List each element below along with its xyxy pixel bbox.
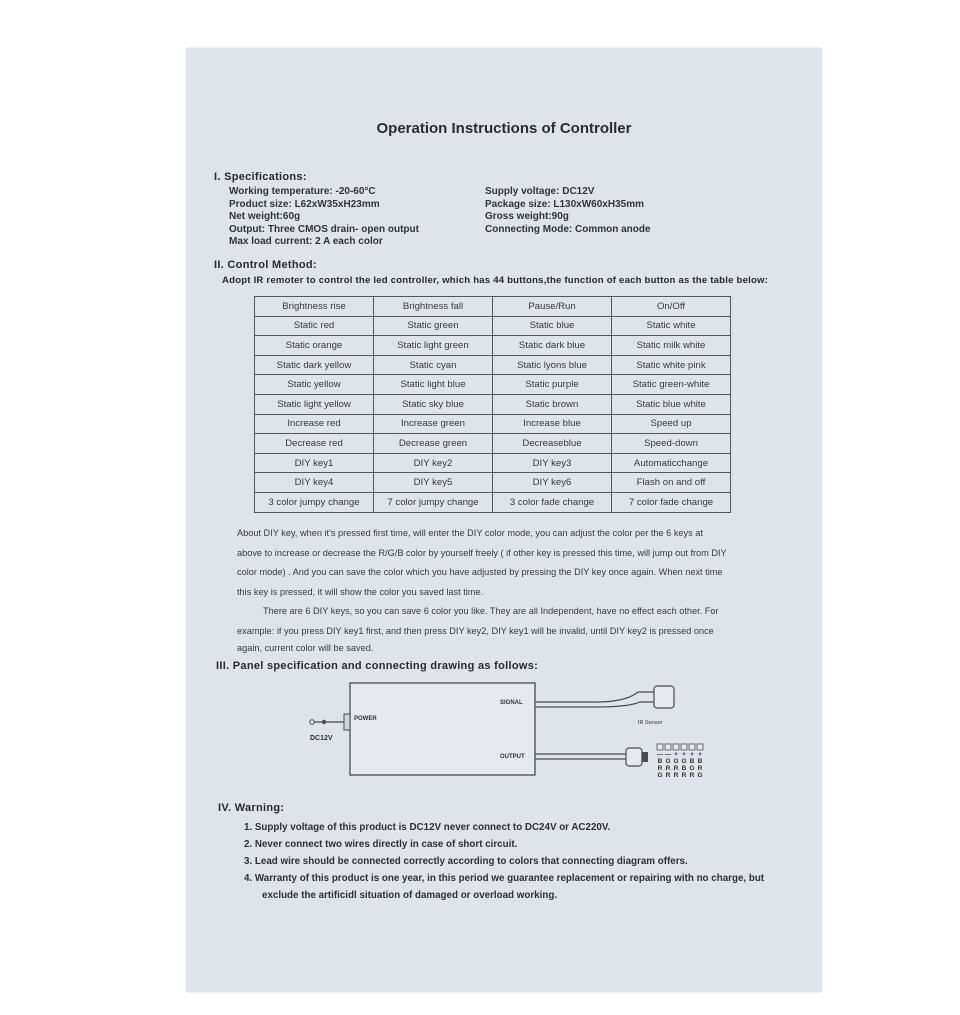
- table-cell: Static light blue: [374, 375, 493, 395]
- output-label: OUTPUT: [500, 754, 525, 760]
- pin-label: B: [657, 758, 663, 765]
- ir-sensor-label: IR Sensor: [638, 720, 663, 726]
- pin-label: R: [665, 772, 671, 779]
- pin-label: G: [689, 765, 695, 772]
- pin-label: B: [689, 758, 695, 765]
- page-title: Operation Instructions of Controller: [376, 120, 632, 137]
- spec-line: Net weight:60g: [229, 211, 301, 222]
- table-cell: Brightness fall: [374, 297, 493, 317]
- warning-item: 1. Supply voltage of this product is DC12V never connect to DC24V or AC220V.: [244, 822, 611, 833]
- specifications-heading: I. Specifications:: [214, 171, 307, 183]
- instruction-sheet: [186, 48, 822, 992]
- table-row: [255, 414, 731, 434]
- control-method-heading: II. Control Method:: [214, 259, 317, 271]
- pin-box-icon: [689, 744, 695, 750]
- table-row: [255, 336, 731, 356]
- table-cell: Static milk white: [612, 336, 731, 356]
- table-cell: Static light yellow: [255, 394, 374, 414]
- table-cell: 3 color jumpy change: [255, 492, 374, 512]
- table-cell: Static dark blue: [493, 336, 612, 356]
- pin-label: G: [665, 758, 671, 765]
- spec-line: Output: Three CMOS drain- open output: [229, 223, 419, 235]
- table-cell: Automaticchange: [612, 453, 731, 473]
- panel-heading: III. Panel specification and connecting drawing as follows:: [216, 660, 539, 672]
- table-cell: Static light green: [374, 336, 493, 356]
- pin-label: R: [665, 765, 671, 772]
- table-cell: Static cyan: [374, 355, 493, 375]
- spec-line: Gross weight:90g: [485, 211, 569, 222]
- table-cell: Static orange: [255, 336, 374, 356]
- table-row: [255, 434, 731, 454]
- pin-label: +: [690, 751, 694, 758]
- paragraph-line: color mode) . And you can save the color which you have adjusted by pressing the DIY key once again. When next time: [237, 567, 723, 577]
- pin-label: +: [674, 751, 678, 758]
- paragraph-line: again, current color will be saved.: [237, 643, 374, 653]
- table-cell: DIY key5: [374, 473, 493, 493]
- table-cell: Static white pink: [612, 355, 731, 375]
- output-plug-pin-icon: [642, 752, 648, 762]
- table-cell: Static green: [374, 316, 493, 336]
- pin-label: —: [664, 751, 672, 758]
- table-cell: Static white: [612, 316, 731, 336]
- pin-label: +: [698, 751, 702, 758]
- table-cell: DIY key4: [255, 473, 374, 493]
- signal-wire: [535, 702, 654, 707]
- spec-line: Product size: L62xW35xH23mm: [229, 198, 380, 210]
- table-cell: Static brown: [493, 394, 612, 414]
- paragraph-line: There are 6 DIY keys, so you can save 6 color you like. They are all Independent, have no effect each other. For: [263, 606, 719, 616]
- power-label: POWER: [354, 716, 377, 722]
- table-row: [255, 473, 731, 493]
- power-terminal-icon: [322, 720, 326, 724]
- pin-box-icon: [673, 744, 679, 750]
- table-row: [255, 453, 731, 473]
- power-terminal-icon: [310, 720, 314, 724]
- warning-item: 4. Warranty of this product is one year, in this period we guarantee replacement or repairing with no charge, but: [244, 873, 765, 884]
- pin-label: G: [697, 772, 703, 779]
- spec-line: Package size: L130xW60xH35mm: [485, 198, 644, 210]
- dc12v-label: DC12V: [310, 735, 333, 742]
- warning-item: exclude the artificidl situation of damaged or overload working.: [262, 890, 558, 901]
- table-cell: Decrease red: [255, 434, 374, 454]
- table-cell: Static blue white: [612, 394, 731, 414]
- paragraph-line: example: if you press DIY key1 first, and then press DIY key2, DIY key1 will be invalid, until DIY key2 is pressed once: [237, 625, 714, 636]
- table-cell: Speed up: [612, 414, 731, 434]
- table-cell: Increase red: [255, 414, 374, 434]
- table-cell: Decrease green: [374, 434, 493, 454]
- table-row: [255, 355, 731, 375]
- table-cell: Static purple: [493, 375, 612, 395]
- pin-label: G: [681, 758, 687, 765]
- table-row: [255, 316, 731, 336]
- table-row: [255, 297, 731, 317]
- pin-box-icon: [697, 744, 703, 750]
- specifications-right: [485, 186, 651, 236]
- table-cell: 7 color fade change: [612, 492, 731, 512]
- output-plug-icon: [626, 748, 642, 766]
- table-row: [255, 375, 731, 395]
- pin-box-icon: [665, 744, 671, 750]
- pin-label: B: [681, 765, 687, 772]
- remote-button-table: [254, 296, 731, 513]
- table-cell: DIY key3: [493, 453, 612, 473]
- specifications-left: [229, 186, 419, 249]
- power-jack: [344, 714, 350, 730]
- table-cell: Static lyons blue: [493, 355, 612, 375]
- table-cell: 3 color fade change: [493, 492, 612, 512]
- table-cell: Speed-down: [612, 434, 731, 454]
- table-cell: DIY key6: [493, 473, 612, 493]
- table-cell: Static red: [255, 316, 374, 336]
- paragraph-line: About DIY key, when it's pressed first time, will enter the DIY color mode, you can adjust the color per the 6 keys at: [237, 528, 703, 538]
- spec-line: Connecting Mode: Common anode: [485, 223, 651, 235]
- warning-item: 2. Never connect two wires directly in case of short circuit.: [244, 839, 518, 850]
- table-cell: Static sky blue: [374, 394, 493, 414]
- spec-line: Supply voltage: DC12V: [485, 186, 595, 197]
- pin-label: —: [656, 751, 664, 758]
- pin-box-icon: [681, 744, 687, 750]
- signal-label: SIGNAL: [500, 700, 523, 706]
- pin-label: G: [673, 758, 679, 765]
- table-row: [255, 492, 731, 512]
- table-cell: Pause/Run: [493, 297, 612, 317]
- pin-label: R: [673, 765, 679, 772]
- pin-label: R: [673, 772, 679, 779]
- control-intro: Adopt IR remoter to control the led controller, which has 44 buttons,the function of each button as the table below:: [222, 275, 769, 286]
- pin-label: R: [689, 772, 695, 779]
- ir-sensor-icon: [654, 686, 674, 708]
- table-cell: Brightness rise: [255, 297, 374, 317]
- connecting-diagram: [296, 680, 736, 798]
- table-cell: DIY key1: [255, 453, 374, 473]
- table-cell: On/Off: [612, 297, 731, 317]
- pin-label: G: [657, 772, 663, 779]
- pin-label: R: [697, 765, 703, 772]
- pin-label: R: [681, 772, 687, 779]
- diy-paragraph: [237, 524, 727, 655]
- table-cell: Static green-white: [612, 375, 731, 395]
- output-pin-labels: [657, 744, 703, 779]
- spec-line: Working temperature: -20-60°C: [229, 186, 376, 197]
- pin-box-icon: [657, 744, 663, 750]
- table-cell: Increase green: [374, 414, 493, 434]
- warning-heading: IV. Warning:: [218, 802, 285, 814]
- warning-list: [244, 819, 764, 904]
- warning-item: 3. Lead wire should be connected correctly according to colors that connecting diagram offers.: [244, 856, 688, 867]
- table-cell: Static yellow: [255, 375, 374, 395]
- table-cell: Flash on and off: [612, 473, 731, 493]
- table-cell: Static dark yellow: [255, 355, 374, 375]
- pin-label: +: [682, 751, 686, 758]
- table-cell: Static blue: [493, 316, 612, 336]
- pin-label: B: [697, 758, 703, 765]
- table-cell: Decreaseblue: [493, 434, 612, 454]
- table-row: [255, 394, 731, 414]
- paragraph-line: above to increase or decrease the R/G/B color by yourself freely ( if other key is pressed this time, will jump out from DIY: [237, 547, 727, 558]
- paragraph-line: this key is pressed, it will show the color you saved last time.: [237, 586, 484, 597]
- controller-box: [350, 683, 535, 775]
- signal-wire: [535, 692, 654, 702]
- pin-label: R: [657, 765, 663, 772]
- table-cell: DIY key2: [374, 453, 493, 473]
- table-cell: 7 color jumpy change: [374, 492, 493, 512]
- table-cell: Increase blue: [493, 414, 612, 434]
- spec-line: Max load current: 2 A each color: [229, 236, 383, 247]
